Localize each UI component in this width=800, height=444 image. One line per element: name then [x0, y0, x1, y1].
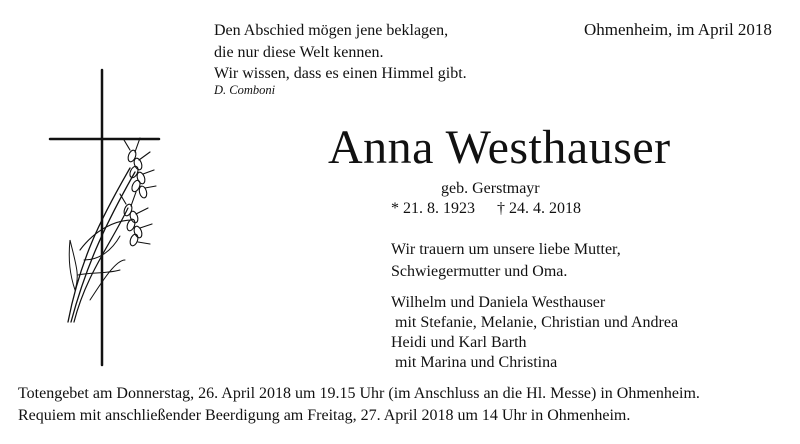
quote-line: Den Abschied mögen jene beklagen,: [214, 22, 449, 39]
family-line: Wilhelm und Daniela Westhauser: [391, 294, 606, 311]
family-line: mit Marina und Christina: [395, 354, 558, 371]
service-notices: [18, 383, 700, 427]
birth-date: * 21. 8. 1923: [391, 200, 475, 217]
mourning-line: Wir trauern um unsere liebe Mutter,: [391, 241, 621, 258]
notice-line: Totengebet am Donnerstag, 26. April 2018 um 19.15 Uhr (im Anschluss an die Hl. Messe) in Ohmenheim.: [18, 385, 700, 402]
family-line: Heidi und Karl Barth: [391, 334, 527, 351]
deceased-name: Anna Westhauser: [328, 121, 671, 174]
quote-author: D. Comboni: [214, 83, 276, 97]
place-date: Ohmenheim, im April 2018: [584, 20, 772, 39]
mourning-text: [391, 239, 621, 283]
born-name: geb. Gerstmayr: [441, 180, 540, 197]
life-dates: [391, 200, 581, 218]
notice-line: Requiem mit anschließender Beerdigung am Freitag, 27. April 2018 um 14 Uhr in Ohmenheim.: [18, 407, 631, 424]
cross-with-wheat-icon: [40, 60, 170, 370]
family-list: [391, 293, 678, 373]
quote-line: die nur diese Welt kennen.: [214, 43, 384, 61]
epitaph-quote: [214, 20, 467, 85]
mourning-line: Schwiegermutter und Oma.: [391, 263, 568, 280]
death-date: † 24. 4. 2018: [497, 200, 581, 217]
family-line: mit Stefanie, Melanie, Christian und Andrea: [395, 314, 679, 331]
quote-line: Wir wissen, dass es einen Himmel gibt.: [214, 65, 467, 82]
